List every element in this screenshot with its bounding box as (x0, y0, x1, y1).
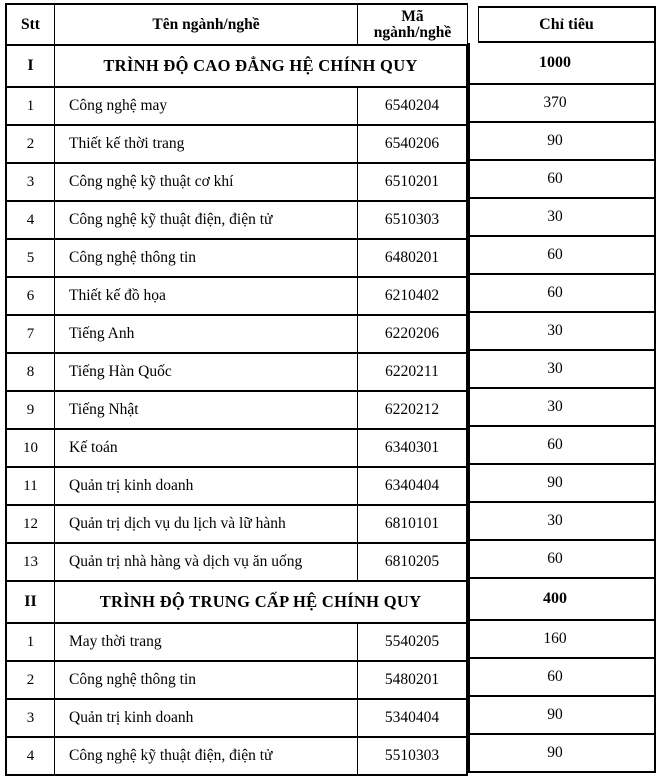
row-major-name: Quản trị kinh doanh (55, 468, 358, 506)
enrollment-quota-table (5, 3, 656, 776)
row-quota: 60 (470, 427, 654, 465)
row-quota: 90 (470, 465, 654, 503)
row-index: 7 (5, 316, 55, 354)
row-quota: 30 (470, 389, 654, 427)
row-index: 2 (5, 662, 55, 700)
row-quota: 160 (470, 621, 654, 659)
column-header-code-line2: ngành/nghề (373, 23, 452, 41)
row-major-code: 6810101 (358, 506, 468, 544)
row-major-code: 5340404 (358, 700, 468, 738)
column-header-stt: Stt (5, 3, 55, 46)
row-major-name: May thời trang (55, 624, 358, 662)
row-quota: 30 (470, 199, 654, 237)
row-quota: 90 (470, 735, 654, 773)
row-index: 5 (5, 240, 55, 278)
row-index: 11 (5, 468, 55, 506)
row-major-code: 6340301 (358, 430, 468, 468)
row-quota: 370 (470, 85, 654, 123)
row-index: 3 (5, 700, 55, 738)
quota-column (468, 43, 656, 773)
row-major-name: Công nghệ kỹ thuật điện, điện tử (55, 202, 358, 240)
row-major-code: 6220206 (358, 316, 468, 354)
row-major-name: Công nghệ thông tin (55, 662, 358, 700)
row-major-name: Quản trị dịch vụ du lịch và lữ hành (55, 506, 358, 544)
column-header-code-line1: Mã (401, 7, 424, 25)
row-major-name: Công nghệ kỹ thuật điện, điện tử (55, 738, 358, 776)
row-major-name: Tiếng Nhật (55, 392, 358, 430)
row-major-name: Công nghệ may (55, 88, 358, 126)
row-major-code: 5510303 (358, 738, 468, 776)
section-quota: 1000 (470, 43, 654, 85)
row-major-code: 6210402 (358, 278, 468, 316)
row-major-name: Công nghệ thông tin (55, 240, 358, 278)
row-index: 4 (5, 738, 55, 776)
row-major-name: Thiết kế thời trang (55, 126, 358, 164)
row-major-code: 5540205 (358, 624, 468, 662)
row-quota: 60 (470, 275, 654, 313)
row-quota: 30 (470, 351, 654, 389)
row-index: 13 (5, 544, 55, 582)
section-numeral: II (5, 582, 55, 624)
column-header-name: Tên ngành/nghề (55, 3, 358, 46)
row-major-name: Kế toán (55, 430, 358, 468)
row-major-code: 6810205 (358, 544, 468, 582)
row-index: 6 (5, 278, 55, 316)
column-header-code (358, 3, 468, 46)
row-major-code: 6220211 (358, 354, 468, 392)
row-major-name: Tiếng Anh (55, 316, 358, 354)
row-index: 12 (5, 506, 55, 544)
row-quota: 60 (470, 237, 654, 275)
row-quota: 60 (470, 161, 654, 199)
row-quota: 90 (470, 123, 654, 161)
row-major-name: Quản trị nhà hàng và dịch vụ ăn uống (55, 544, 358, 582)
row-major-name: Tiếng Hàn Quốc (55, 354, 358, 392)
row-index: 9 (5, 392, 55, 430)
row-major-code: 6540206 (358, 126, 468, 164)
row-quota: 30 (470, 503, 654, 541)
row-quota: 60 (470, 541, 654, 579)
row-major-name: Thiết kế đồ họa (55, 278, 358, 316)
row-index: 2 (5, 126, 55, 164)
row-index: 1 (5, 88, 55, 126)
row-major-code: 6540204 (358, 88, 468, 126)
row-major-code: 6510201 (358, 164, 468, 202)
row-quota: 60 (470, 659, 654, 697)
row-major-code: 5480201 (358, 662, 468, 700)
row-index: 8 (5, 354, 55, 392)
section-quota: 400 (470, 579, 654, 621)
row-index: 4 (5, 202, 55, 240)
row-major-name: Công nghệ kỹ thuật cơ khí (55, 164, 358, 202)
row-quota: 90 (470, 697, 654, 735)
row-index: 1 (5, 624, 55, 662)
row-major-code: 6220212 (358, 392, 468, 430)
row-index: 10 (5, 430, 55, 468)
row-index: 3 (5, 164, 55, 202)
row-major-code: 6340404 (358, 468, 468, 506)
row-major-code: 6480201 (358, 240, 468, 278)
column-header-quota: Chỉ tiêu (478, 6, 656, 43)
row-major-code: 6510303 (358, 202, 468, 240)
row-major-name: Quản trị kinh doanh (55, 700, 358, 738)
section-title: TRÌNH ĐỘ CAO ĐẲNG HỆ CHÍNH QUY (55, 46, 468, 88)
row-quota: 30 (470, 313, 654, 351)
section-title: TRÌNH ĐỘ TRUNG CẤP HỆ CHÍNH QUY (55, 582, 468, 624)
section-numeral: I (5, 46, 55, 88)
